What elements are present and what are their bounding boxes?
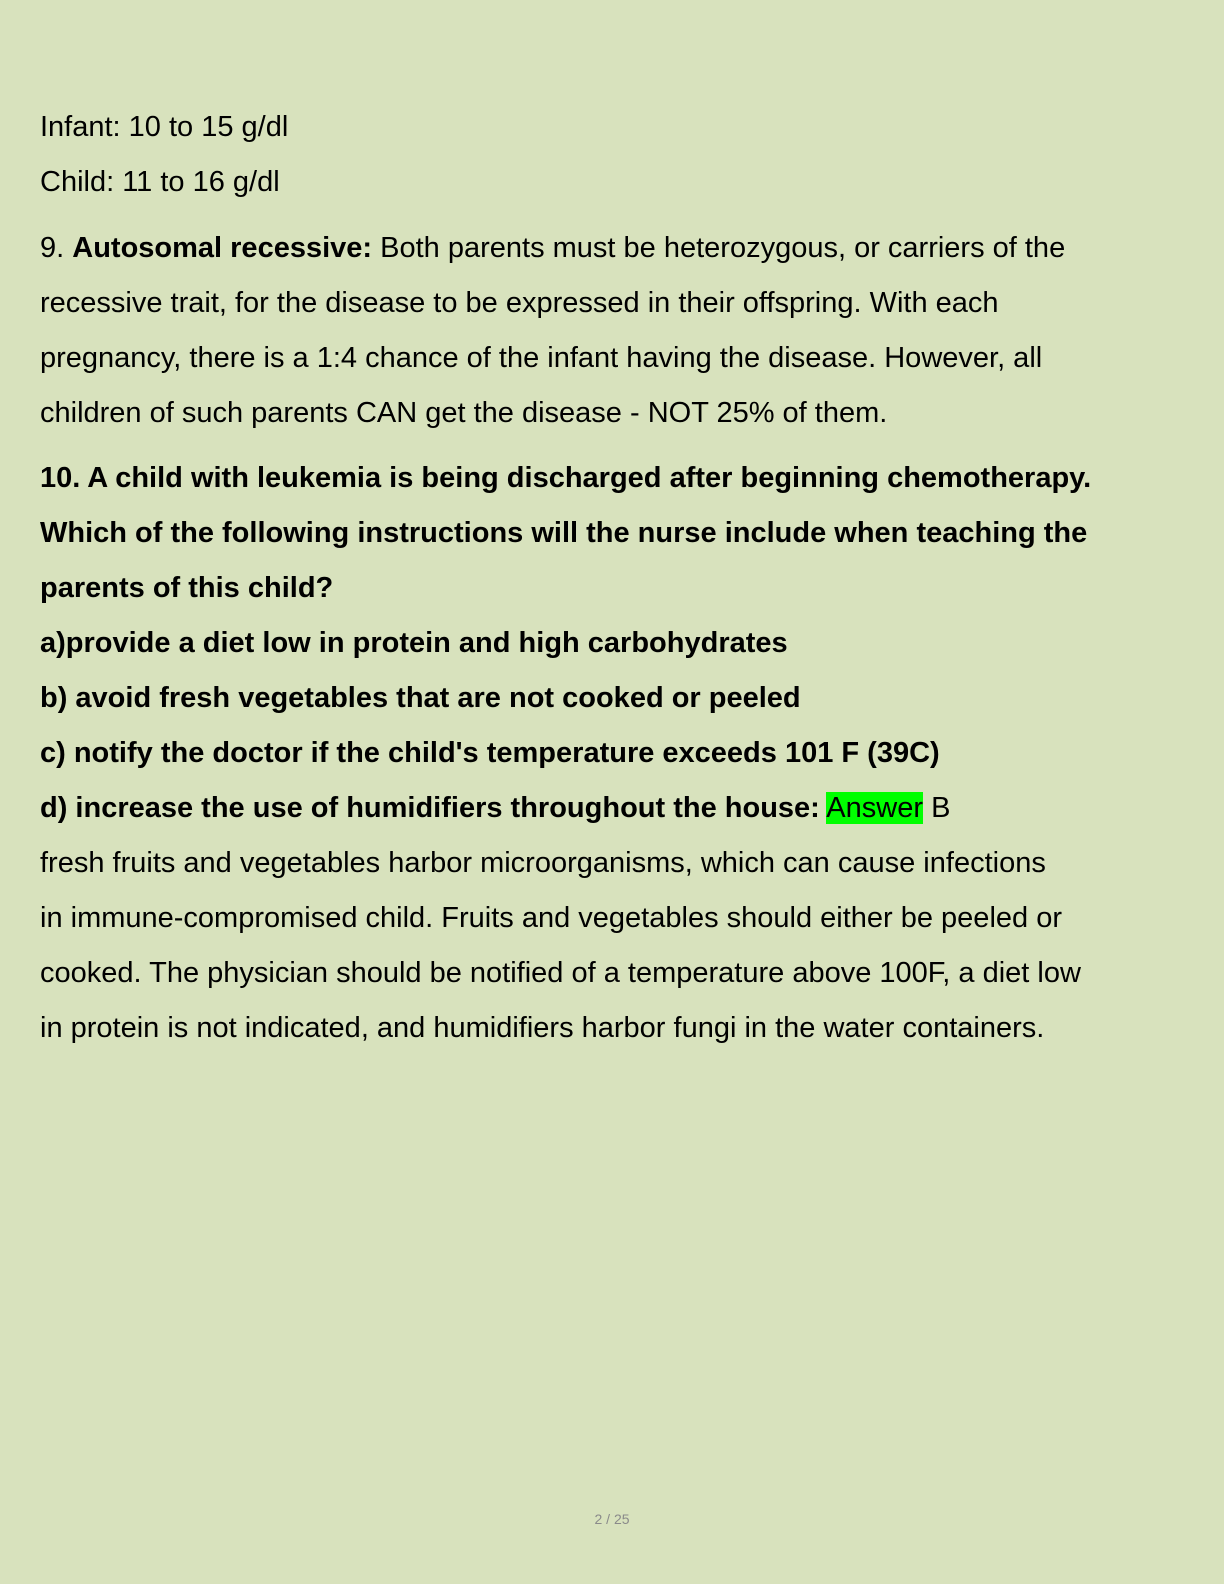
item-9-number: 9. [40,232,65,264]
question-10-line-1: 10. A child with leukemia is being discharged after beginning chemotherapy. [40,462,1092,494]
option-c: c) notify the doctor if the child's temperature exceeds 101 F (39C) [40,737,940,769]
document-body [40,100,1190,1056]
infant-range: Infant: 10 to 15 g/dl [40,111,289,143]
option-d-line [40,781,1190,836]
item-9-line-1 [40,221,1190,276]
item-9-text-1: Both parents must be heterozygous, or carriers of the [380,232,1066,264]
question-10-line-3: parents of this child? [40,572,334,604]
explanation-line-2: in immune-compromised child. Fruits and vegetables should either be peeled or [40,902,1062,934]
option-a: a)provide a diet low in protein and high carbohydrates [40,627,788,659]
option-d: d) increase the use of humidifiers throughout the house: [40,792,820,824]
item-9-text-4: children of such parents CAN get the disease - NOT 25% of them. [40,397,888,429]
question-10-line-2: Which of the following instructions will the nurse include when teaching the [40,517,1088,549]
explanation-line-3: cooked. The physician should be notified of a temperature above 100F, a diet low [40,957,1081,989]
explanation-line-4: in protein is not indicated, and humidifiers harbor fungi in the water containers. [40,1012,1045,1044]
item-9-text-3: pregnancy, there is a 1:4 chance of the infant having the disease. However, all [40,342,1043,374]
question-10 [40,451,1190,1056]
answer-label: Answer [826,792,923,824]
explanation-line-1: fresh fruits and vegetables harbor microorganisms, which can cause infections [40,847,1046,879]
answer-value: B [931,792,951,824]
item-9-term: Autosomal recessive: [72,232,373,264]
item-9 [40,221,1190,441]
child-range: Child: 11 to 16 g/dl [40,166,280,198]
option-b: b) avoid fresh vegetables that are not cooked or peeled [40,682,801,714]
page-number: 2 / 25 [594,1511,630,1527]
item-9-text-2: recessive trait, for the disease to be expressed in their offspring. With each [40,287,999,319]
